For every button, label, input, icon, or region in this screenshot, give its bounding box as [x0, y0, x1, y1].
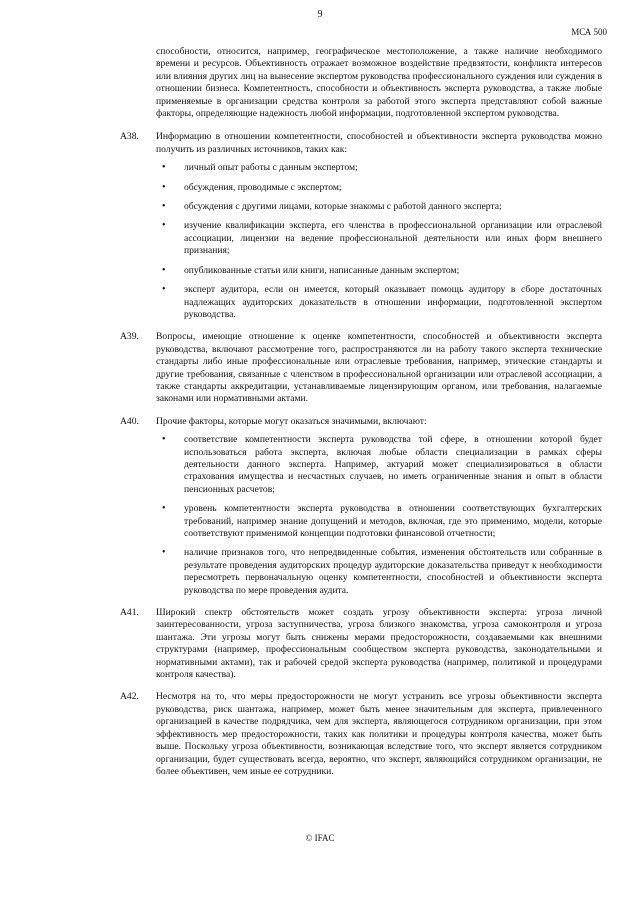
paragraph-a42	[120, 691, 602, 778]
continued-paragraph: способности, относится, например, географическое местоположение, а также наличие необходимого времени и ресурсов. Объективность отражает возможное воздействие предвзятости, конфликта интересов или влияния других лиц на вынесение экспертом руководства профессионального суждения или суждения в отношении бизнеса. Компетентность, способности и объективность эксперта руководства, а также любые применяемые в организации средства контроля за работой этого эксперта представляют собой важные факторы, определяющие надежность любой информации, подготовленной экспертом руководства.	[156, 46, 602, 120]
paragraph-number: A41.	[120, 607, 139, 619]
paragraph-number: A42.	[120, 691, 139, 703]
paragraph-a39	[120, 331, 602, 405]
list-item: • личный опыт работы с данным экспертом;	[156, 162, 602, 174]
list-item: • изучение квалификации эксперта, его членства в профессиональной организации или отраслевой ассоциации, лицензии на ведение профессиональной деятельности или иных форм внешнего признания;	[156, 220, 602, 257]
paragraph-text: Прочие факторы, которые могут оказаться значимыми, включают:	[156, 415, 427, 427]
paragraph-a41	[120, 607, 602, 681]
paragraph-number: A40.	[120, 415, 139, 427]
paragraph-text: Широкий спектр обстоятельств может создать угрозу объективности эксперта: угроза личной заинтересованности, угроза заступничества, угроза близкого знакомства, угроза самоконтроля и угроза шантажа. Эти угрозы могут быть снижены мерами предосторожности, создаваемыми как внешними структурами (например, профессиональным сообществом эксперта руководства, законодательными и нормативными актами), так и рабочей средой эксперта руководства (например, политикой и процедурами контроля качества).	[156, 607, 602, 681]
page-number: 9	[317, 9, 323, 20]
list-item: • опубликованные статьи или книги, написанные данным экспертом;	[156, 265, 602, 277]
paragraph-text: Несмотря на то, что меры предосторожности не могут устранить все угрозы объективности эксперта руководства, риск шантажа, например, может быть менее значительным для эксперта, привлеченного организацией в качестве подрядчика, чем для эксперта, являющегося сотрудником организации, при этом эффективность мер предосторожности, таких как политики и процедуры контроля качества, может быть выше. Поскольку угроза объективности, возникающая вследствие того, что эксперт является сотрудником организации, будет существовать всегда, вероятно, что эксперт, являющийся сотрудником организации, не более объективен, чем иные ее сотрудники.	[156, 691, 602, 777]
bullet-list	[156, 434, 602, 597]
list-item: • обсуждения, проводимые с экспертом;	[156, 182, 602, 194]
paragraph-number: A39.	[120, 331, 139, 343]
list-item: • наличие признаков того, что непредвиденные события, изменения обстоятельств или собранные в результате проведения аудиторских процедур аудиторские доказательства приведут к необходимости пересмотреть первоначальную оценку компетентности, способностей и объективности эксперта руководства по мере проведения аудита.	[156, 547, 602, 597]
list-item: • обсуждения с другими лицами, которые знакомы с работой данного эксперта;	[156, 201, 602, 213]
paragraph-a38	[120, 131, 602, 321]
paragraph-a40	[120, 416, 602, 597]
paragraph-number: A38.	[120, 131, 139, 143]
paragraph-text: Информацию в отношении компетентности, способностей и объективности эксперта руководства можно получить из различных источников, таких как:	[156, 131, 602, 155]
list-item: • уровень компетентности эксперта руководства в отношении соответствующих бухгалтерских требований, например знание допущений и методов, включая, где это применимо, модели, которые соответствуют применимой концепции подготовки финансовой отчетности;	[156, 503, 602, 540]
paragraph-text: Вопросы, имеющие отношение к оценке компетентности, способностей и объективности эксперта руководства, включают рассмотрение того, распространяются ли на работу такого эксперта технические стандарты либо иные профессиональные или отраслевые требования, например, этические стандарты и другие требования, связанные с членством в профессиональной организации или отраслевой ассоциации, а также стандарты аккредитации, устанавливаемые лицензирующим органом, или требования, налагаемые законами или нормативными актами.	[156, 331, 602, 405]
copyright-footer: © IFAC	[305, 833, 335, 843]
list-item: • соответствие компетентности эксперта руководства той сфере, в отношении которой будет использоваться работа эксперта, включая любые области специализации в рамках сферы деятельности данного эксперта. Например, актуарий может специализироваться в области страхования имущества и несчастных случаев, но иметь ограниченные знания и опыт в области пенсионных расчетов;	[156, 434, 602, 496]
document-code: МСА 500	[571, 27, 607, 37]
list-item: • эксперт аудитора, если он имеется, который оказывает помощь аудитору в сборе достаточных надлежащих аудиторских доказательств в отношении информации, подготовленной экспертом руководства.	[156, 284, 602, 321]
document-body	[120, 46, 602, 788]
bullet-list	[156, 162, 602, 321]
